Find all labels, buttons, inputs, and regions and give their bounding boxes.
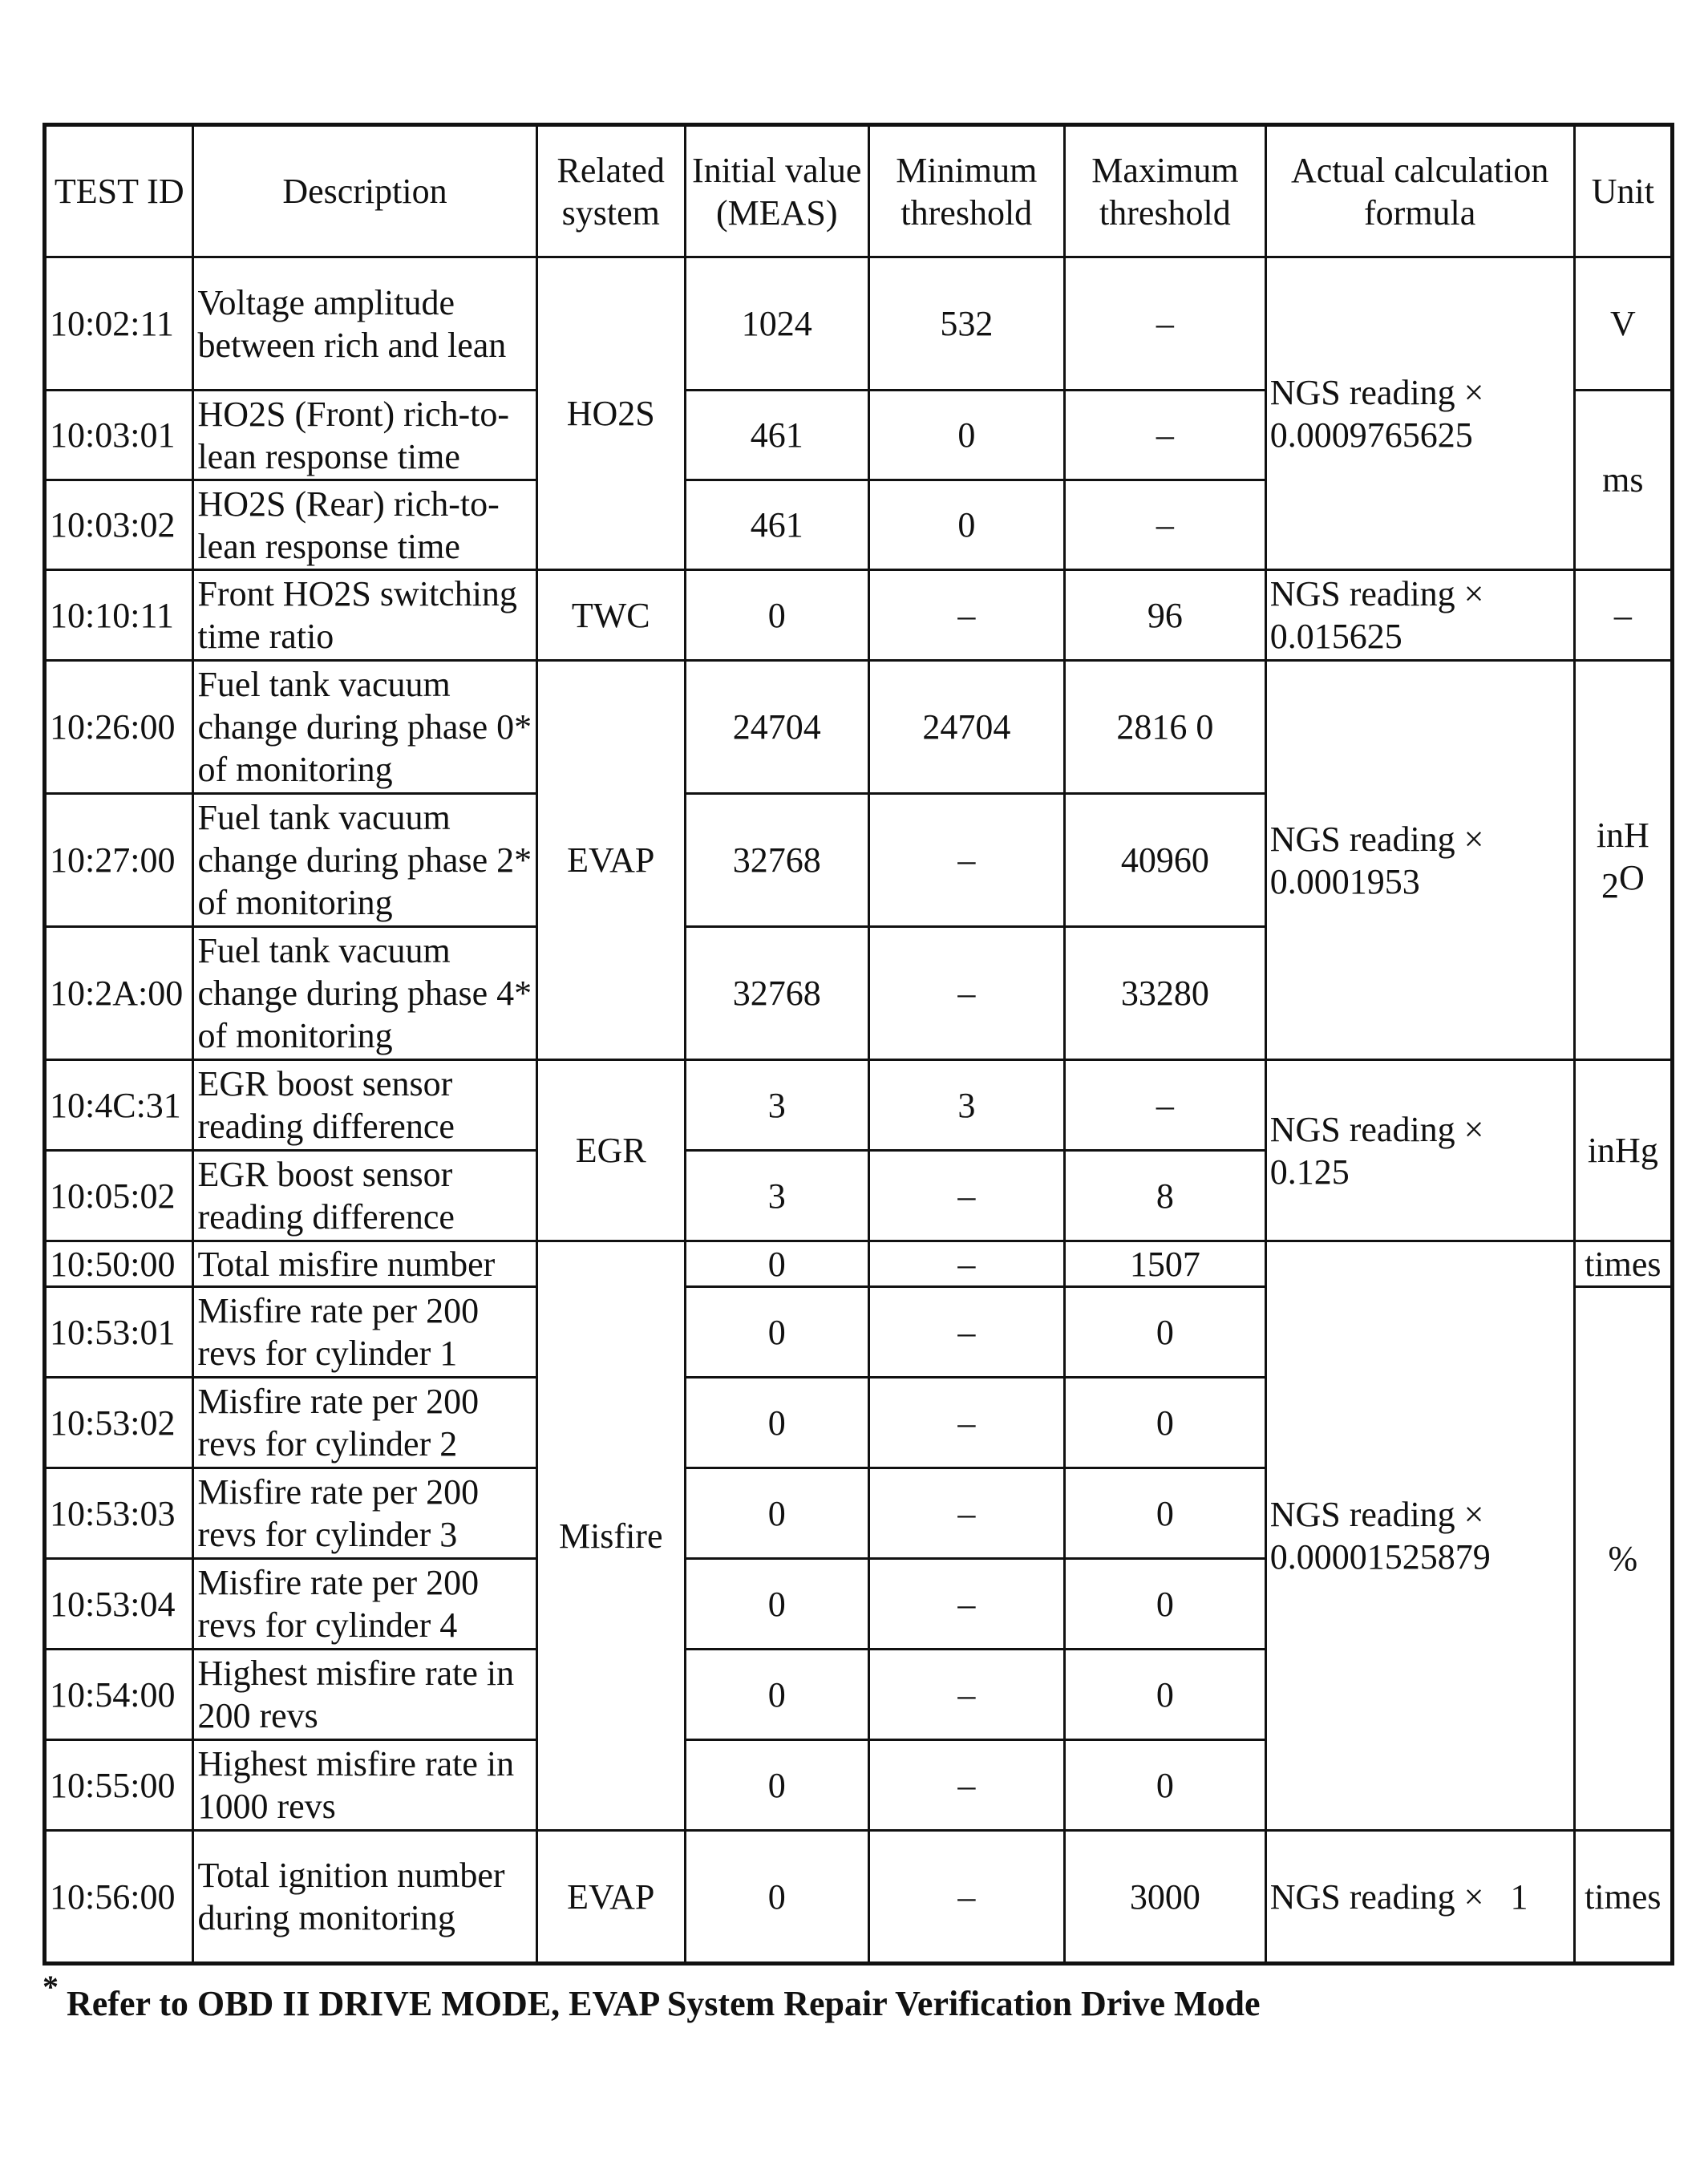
maximum-threshold-cell: – xyxy=(1065,1060,1266,1151)
maximum-threshold-cell: 0 xyxy=(1065,1287,1266,1378)
minimum-threshold-cell: 0 xyxy=(868,480,1065,570)
initial-value-cell: 461 xyxy=(685,480,868,570)
minimum-threshold-cell: 0 xyxy=(868,391,1065,480)
header-test-id: TEST ID xyxy=(45,125,193,257)
initial-value-cell: 0 xyxy=(685,1468,868,1559)
table-row xyxy=(45,570,1673,661)
minimum-threshold-cell: – xyxy=(868,1559,1065,1650)
header-row xyxy=(45,125,1673,257)
maximum-threshold-cell: 1507 xyxy=(1065,1241,1266,1287)
test-id-cell: 10:05:02 xyxy=(45,1151,193,1241)
description-cell: HO2S (Rear) rich-to-lean response time xyxy=(193,480,536,570)
initial-value-cell: 461 xyxy=(685,391,868,480)
maximum-threshold-cell: 0 xyxy=(1065,1559,1266,1650)
initial-value-cell: 0 xyxy=(685,570,868,661)
initial-value-cell: 32768 xyxy=(685,927,868,1060)
maximum-threshold-cell: 2816 0 xyxy=(1065,661,1266,794)
unit-cell: V xyxy=(1574,257,1672,391)
maximum-threshold-cell: 3000 xyxy=(1065,1831,1266,1964)
description-cell: Fuel tank vacuum change during phase 2* of monitoring xyxy=(193,794,536,927)
unit-cell: inHg xyxy=(1574,1060,1672,1241)
header-description: Description xyxy=(193,125,536,257)
test-id-cell: 10:10:11 xyxy=(45,570,193,661)
unit-cell: times xyxy=(1574,1241,1672,1287)
minimum-threshold-cell: – xyxy=(868,1151,1065,1241)
maximum-threshold-cell: – xyxy=(1065,391,1266,480)
minimum-threshold-cell: – xyxy=(868,1287,1065,1378)
related-system-cell: EVAP xyxy=(536,1831,685,1964)
minimum-threshold-cell: – xyxy=(868,794,1065,927)
maximum-threshold-cell: – xyxy=(1065,257,1266,391)
minimum-threshold-cell: – xyxy=(868,1740,1065,1831)
maximum-threshold-cell: 96 xyxy=(1065,570,1266,661)
initial-value-cell: 24704 xyxy=(685,661,868,794)
description-cell: HO2S (Front) rich-to-lean response time xyxy=(193,391,536,480)
initial-value-cell: 0 xyxy=(685,1241,868,1287)
test-id-cell: 10:53:04 xyxy=(45,1559,193,1650)
header-minimum-threshold: Minimum threshold xyxy=(868,125,1065,257)
test-id-cell: 10:53:01 xyxy=(45,1287,193,1378)
minimum-threshold-cell: 24704 xyxy=(868,661,1065,794)
header-related-system: Related system xyxy=(536,125,685,257)
initial-value-cell: 0 xyxy=(685,1650,868,1740)
formula-cell: NGS reading × 0.125 xyxy=(1265,1060,1574,1241)
test-id-cell: 10:55:00 xyxy=(45,1740,193,1831)
unit-inh2o-o: O xyxy=(1618,857,1645,897)
table-row xyxy=(45,1831,1673,1964)
related-system-cell: Misfire xyxy=(536,1241,685,1831)
maximum-threshold-cell: 40960 xyxy=(1065,794,1266,927)
footnote xyxy=(42,1969,1261,2024)
formula-cell: NGS reading × 0.015625 xyxy=(1265,570,1574,661)
test-id-cell: 10:50:00 xyxy=(45,1241,193,1287)
test-id-cell: 10:26:00 xyxy=(45,661,193,794)
table-row xyxy=(45,1060,1673,1151)
unit-cell: – xyxy=(1574,570,1672,661)
formula-cell: NGS reading × 1 xyxy=(1265,1831,1574,1964)
related-system-cell: EVAP xyxy=(536,661,685,1060)
description-cell: Fuel tank vacuum change during phase 4* of monitoring xyxy=(193,927,536,1060)
related-system-cell: TWC xyxy=(536,570,685,661)
description-cell: Highest misfire rate in 200 revs xyxy=(193,1650,536,1740)
initial-value-cell: 3 xyxy=(685,1151,868,1241)
initial-value-cell: 0 xyxy=(685,1378,868,1468)
test-id-cell: 10:4C:31 xyxy=(45,1060,193,1151)
initial-value-cell: 0 xyxy=(685,1559,868,1650)
table-row xyxy=(45,661,1673,794)
description-cell: Misfire rate per 200 revs for cylinder 3 xyxy=(193,1468,536,1559)
maximum-threshold-cell: 0 xyxy=(1065,1740,1266,1831)
description-cell: Total misfire number xyxy=(193,1241,536,1287)
description-cell: EGR boost sensor reading difference xyxy=(193,1151,536,1241)
footnote-text: Refer to OBD II DRIVE MODE, EVAP System Repair Verification Drive Mode xyxy=(67,1984,1261,2023)
test-id-cell: 10:03:02 xyxy=(45,480,193,570)
unit-cell: times xyxy=(1574,1831,1672,1964)
description-cell: Total ignition number during monitoring xyxy=(193,1831,536,1964)
test-id-cell: 10:53:03 xyxy=(45,1468,193,1559)
maximum-threshold-cell: 0 xyxy=(1065,1650,1266,1740)
footnote-asterisk: * xyxy=(42,1969,59,2005)
maximum-threshold-cell: 8 xyxy=(1065,1151,1266,1241)
description-cell: Fuel tank vacuum change during phase 0* of monitoring xyxy=(193,661,536,794)
minimum-threshold-cell: 3 xyxy=(868,1060,1065,1151)
header-unit: Unit xyxy=(1574,125,1672,257)
test-id-cell: 10:54:00 xyxy=(45,1650,193,1740)
description-cell: Misfire rate per 200 revs for cylinder 2 xyxy=(193,1378,536,1468)
maximum-threshold-cell: 0 xyxy=(1065,1378,1266,1468)
test-id-cell: 10:2A:00 xyxy=(45,927,193,1060)
description-cell: Voltage amplitude between rich and lean xyxy=(193,257,536,391)
description-cell: Misfire rate per 200 revs for cylinder 1 xyxy=(193,1287,536,1378)
initial-value-cell: 0 xyxy=(685,1287,868,1378)
test-id-cell: 10:53:02 xyxy=(45,1378,193,1468)
formula-cell: NGS reading × 0.0009765625 xyxy=(1265,257,1574,570)
test-id-cell: 10:03:01 xyxy=(45,391,193,480)
minimum-threshold-cell: – xyxy=(868,927,1065,1060)
header-maximum-threshold: Maximum threshold xyxy=(1065,125,1266,257)
maximum-threshold-cell: 0 xyxy=(1065,1468,1266,1559)
minimum-threshold-cell: – xyxy=(868,570,1065,661)
initial-value-cell: 0 xyxy=(685,1831,868,1964)
initial-value-cell: 1024 xyxy=(685,257,868,391)
maximum-threshold-cell: 33280 xyxy=(1065,927,1266,1060)
header-initial-value: Initial value (MEAS) xyxy=(685,125,868,257)
unit-inh2o-sub: 2 xyxy=(1601,865,1619,905)
minimum-threshold-cell: – xyxy=(868,1378,1065,1468)
minimum-threshold-cell: – xyxy=(868,1468,1065,1559)
description-cell: Front HO2S switching time ratio xyxy=(193,570,536,661)
initial-value-cell: 0 xyxy=(685,1740,868,1831)
minimum-threshold-cell: – xyxy=(868,1831,1065,1964)
maximum-threshold-cell: – xyxy=(1065,480,1266,570)
description-cell: Highest misfire rate in 1000 revs xyxy=(193,1740,536,1831)
related-system-cell: HO2S xyxy=(536,257,685,570)
test-id-cell: 10:27:00 xyxy=(45,794,193,927)
description-cell: EGR boost sensor reading difference xyxy=(193,1060,536,1151)
formula-cell: NGS reading × 0.00001525879 xyxy=(1265,1241,1574,1831)
unit-inh2o-main: inH xyxy=(1596,815,1649,855)
unit-cell xyxy=(1574,661,1672,1060)
initial-value-cell: 3 xyxy=(685,1060,868,1151)
minimum-threshold-cell: – xyxy=(868,1650,1065,1740)
initial-value-cell: 32768 xyxy=(685,794,868,927)
unit-cell: % xyxy=(1574,1287,1672,1831)
unit-cell: ms xyxy=(1574,391,1672,570)
related-system-cell: EGR xyxy=(536,1060,685,1241)
minimum-threshold-cell: 532 xyxy=(868,257,1065,391)
minimum-threshold-cell: – xyxy=(868,1241,1065,1287)
test-id-cell: 10:02:11 xyxy=(45,257,193,391)
test-id-cell: 10:56:00 xyxy=(45,1831,193,1964)
formula-cell: NGS reading × 0.0001953 xyxy=(1265,661,1574,1060)
table-row xyxy=(45,257,1673,391)
obd-test-table xyxy=(42,123,1674,1966)
table-row xyxy=(45,1241,1673,1287)
description-cell: Misfire rate per 200 revs for cylinder 4 xyxy=(193,1559,536,1650)
header-formula: Actual calculation formula xyxy=(1265,125,1574,257)
